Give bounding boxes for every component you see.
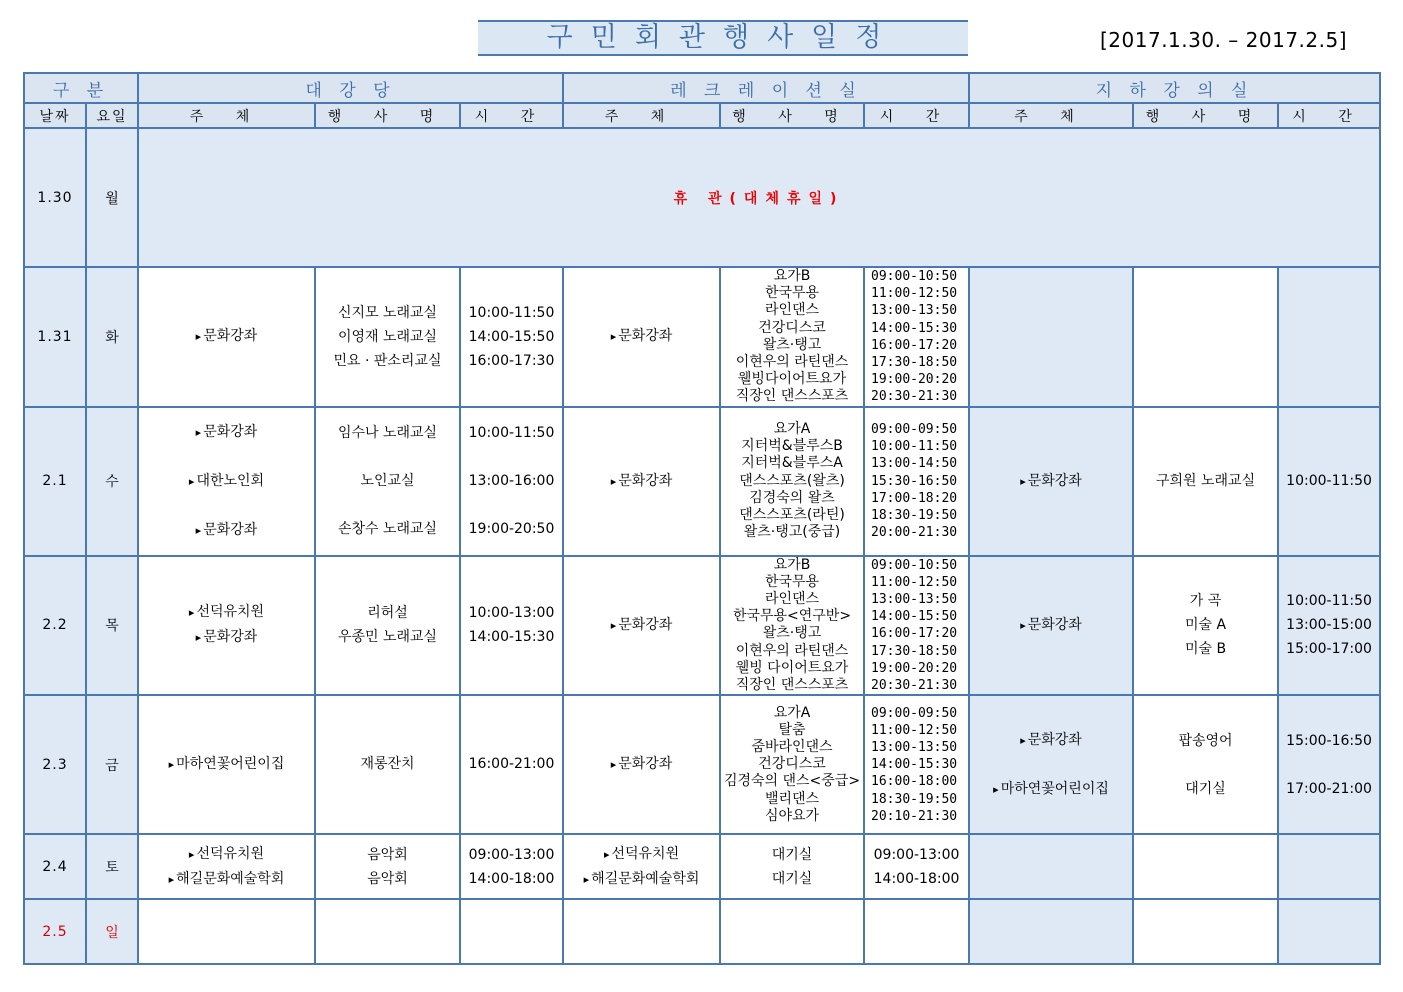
hall-host-cell (138, 899, 315, 964)
entry-line: 대기실 (771, 846, 813, 863)
entry-line: 14:00-15:30 (468, 629, 555, 646)
header-rec-host: 주 체 (563, 103, 720, 128)
entry-line: 16:00-17:20 (871, 337, 958, 353)
entry-line: 10:00-11:50 (871, 439, 958, 455)
rec-time-cell (864, 834, 969, 899)
base-host-cell (969, 407, 1133, 556)
entry-line: 왈츠·탱고 (762, 625, 822, 642)
host-line: ▸ 문화강좌 (564, 328, 719, 345)
entry-line: 손창수 노래교실 (337, 521, 438, 538)
entry-line: 직장인 댄스스포츠 (735, 388, 849, 405)
host-line: ▸ 문화강좌 (970, 617, 1132, 634)
table-row (24, 407, 1380, 556)
row-weekday: 수 (86, 407, 138, 556)
entry-line: 10:00-11:50 (1286, 472, 1372, 489)
header-hall: 대 강 당 (138, 73, 563, 103)
header-hall-host: 주 체 (138, 103, 315, 128)
host-line: ▸ 문화강좌 (970, 473, 1132, 490)
entry-line: 09:00-10:50 (871, 269, 958, 284)
header-weekday: 요일 (86, 103, 138, 128)
entry-line: 신지모 노래교실 (337, 304, 438, 321)
row-weekday: 화 (86, 267, 138, 407)
entry-line: 10:00-11:50 (1286, 593, 1372, 610)
entry-line: 13:00-13:50 (871, 592, 958, 608)
entry-line: 지터벅&블루스B (741, 438, 843, 455)
entry-line: 팝송영어 (1178, 732, 1233, 749)
entry-line: 미술 A (1184, 617, 1227, 634)
hall-event-cell (315, 267, 460, 407)
entry-line: 17:30-18:50 (871, 643, 958, 659)
rec-event-cell (720, 834, 864, 899)
header-rec-time: 시 간 (864, 103, 969, 128)
entry-line: 줌바라인댄스 (751, 738, 833, 755)
hall-time-cell (460, 407, 563, 556)
entry-line: 18:30-19:50 (871, 791, 958, 807)
entry-line: 09:00-10:50 (871, 557, 958, 573)
base-time-cell (1278, 695, 1380, 834)
row-date: 2.5 (24, 899, 86, 964)
entry-line: 지터벅&블루스A (741, 455, 843, 472)
entry-line: 밸리댄스 (764, 790, 820, 807)
entry-line: 한국무용 (764, 285, 820, 302)
hall-event-cell (315, 899, 460, 964)
entry-line: 09:00-13:00 (873, 846, 960, 863)
host-line: ▸ 해길문화예술학회 (139, 867, 314, 892)
row-date: 2.4 (24, 834, 86, 899)
entry-line: 15:00-17:00 (1286, 641, 1372, 658)
hall-event-cell (315, 407, 460, 556)
header-base-time: 시 간 (1278, 103, 1380, 128)
header-base-event: 행 사 명 (1133, 103, 1278, 128)
entry-line: 요가A (773, 704, 811, 721)
entry-line: 13:00-16:00 (468, 473, 555, 490)
host-line: ▸ 마하연꽃어린이집 (970, 765, 1132, 814)
hall-host-cell (138, 267, 315, 407)
entry-line: 심야요가 (764, 807, 820, 824)
entry-line: 14:00-15:30 (871, 757, 958, 773)
entry-line: 대기실 (771, 870, 813, 887)
rec-host-cell (563, 407, 720, 556)
host-line: ▸ 문화강좌 (139, 328, 314, 345)
rec-event-cell (720, 899, 864, 964)
base-event-cell (1133, 695, 1278, 834)
host-line: ▸ 대한노인회 (139, 457, 314, 506)
host-line: ▸ 문화강좌 (139, 625, 314, 650)
header-base-host: 주 체 (969, 103, 1133, 128)
host-line: ▸ 문화강좌 (970, 716, 1132, 765)
entry-line: 16:00-17:30 (468, 352, 555, 369)
rec-host-cell (563, 899, 720, 964)
base-host-cell (969, 695, 1133, 834)
entry-line: 웰빙다이어트요가 (737, 371, 847, 388)
entry-line: 구희원 노래교실 (1155, 472, 1256, 489)
base-time-cell (1278, 267, 1380, 407)
entry-line: 건강디스코 (758, 319, 826, 336)
entry-line: 17:00-18:20 (871, 490, 958, 506)
date-range: [2017.1.30. – 2017.2.5] (1100, 28, 1348, 52)
entry-line: 17:00-21:00 (1286, 780, 1372, 797)
header-hall-event: 행 사 명 (315, 103, 460, 128)
entry-line: 19:00-20:20 (871, 660, 958, 676)
entry-line: 댄스스포츠(왈츠) (739, 472, 845, 489)
header-group: 구 분 (24, 73, 138, 103)
entry-line: 11:00-12:50 (871, 286, 958, 302)
entry-line: 20:10-21:30 (871, 808, 958, 824)
hall-event-cell (315, 556, 460, 696)
entry-line: 요가B (773, 268, 811, 284)
header-row-groups (24, 73, 1380, 103)
entry-line: 음악회 (367, 870, 408, 887)
closed-notice: 휴 관(대체휴일) (138, 128, 1380, 267)
rec-host-cell (563, 556, 720, 696)
rec-event-cell (720, 407, 864, 556)
host-line: ▸ 문화강좌 (564, 756, 719, 773)
entry-line: 노인교실 (360, 473, 415, 490)
entry-line: 10:00-11:50 (468, 304, 555, 321)
header-rec-event: 행 사 명 (720, 103, 864, 128)
entry-line: 11:00-12:50 (871, 722, 958, 738)
row-date: 2.1 (24, 407, 86, 556)
entry-line: 건강디스코 (758, 756, 826, 773)
entry-line: 웰빙 다이어트요가 (735, 659, 849, 676)
table-row (24, 899, 1380, 964)
base-host-cell (969, 267, 1133, 407)
base-host-cell (969, 899, 1133, 964)
entry-line: 김경숙의 댄스<중급> (723, 773, 861, 790)
base-host-cell (969, 834, 1133, 899)
base-event-cell (1133, 556, 1278, 696)
base-event-cell (1133, 267, 1278, 407)
row-weekday: 월 (86, 128, 138, 267)
host-line: ▸ 문화강좌 (564, 617, 719, 634)
table-row (24, 128, 1380, 267)
rec-host-cell (563, 267, 720, 407)
entry-line: 왈츠·탱고(중급) (743, 524, 841, 541)
entry-line: 가 곡 (1189, 593, 1222, 610)
entry-line: 11:00-12:50 (871, 574, 958, 590)
hall-time-cell (460, 556, 563, 696)
rec-time-cell (864, 407, 969, 556)
rec-time-cell (864, 899, 969, 964)
host-line: ▸ 마하연꽃어린이집 (139, 756, 314, 773)
header-date: 날짜 (24, 103, 86, 128)
entry-line: 요가B (773, 556, 811, 573)
hall-time-cell (460, 834, 563, 899)
header-basement: 지 하 강 의 실 (969, 73, 1380, 103)
entry-line: 14:00-15:50 (468, 328, 555, 345)
table-row (24, 695, 1380, 834)
entry-line: 이현우의 라틴댄스 (735, 354, 849, 371)
entry-line: 09:00-13:00 (468, 846, 555, 863)
entry-line: 18:30-19:50 (871, 507, 958, 523)
entry-line: 한국무용<연구반> (732, 608, 852, 625)
row-weekday: 목 (86, 556, 138, 696)
host-line: ▸ 선덕유치원 (564, 842, 719, 867)
entry-line: 음악회 (367, 846, 408, 863)
host-line: ▸ 선덕유치원 (139, 842, 314, 867)
entry-line: 13:00-13:50 (871, 739, 958, 755)
row-date: 2.2 (24, 556, 86, 696)
entry-line: 15:30-16:50 (871, 473, 958, 489)
row-date: 1.30 (24, 128, 86, 267)
base-time-cell (1278, 556, 1380, 696)
entry-line: 미술 B (1184, 641, 1227, 658)
hall-host-cell (138, 834, 315, 899)
entry-line: 14:00-18:00 (468, 870, 555, 887)
entry-line: 임수나 노래교실 (337, 425, 438, 442)
entry-line: 14:00-15:30 (871, 320, 958, 336)
entry-line: 탈춤 (778, 721, 806, 738)
entry-line: 19:00-20:50 (468, 521, 555, 538)
entry-line: 민요 · 판소리교실 (333, 352, 442, 369)
base-time-cell (1278, 407, 1380, 556)
entry-line: 20:30-21:30 (871, 678, 958, 694)
entry-line: 요가A (773, 420, 811, 437)
entry-line: 16:00-17:20 (871, 626, 958, 642)
entry-line: 대기실 (1185, 780, 1226, 797)
page-title: 구민회관행사일정 (478, 20, 968, 56)
entry-line: 이현우의 라틴댄스 (735, 642, 849, 659)
entry-line: 20:00-21:30 (871, 525, 958, 541)
entry-line: 댄스스포츠(라틴) (739, 506, 845, 523)
host-line: ▸ 문화강좌 (139, 506, 314, 555)
rec-host-cell (563, 695, 720, 834)
entry-line: 09:00-09:50 (871, 705, 958, 721)
rec-event-cell (720, 267, 864, 407)
rec-time-cell (864, 695, 969, 834)
row-weekday: 금 (86, 695, 138, 834)
rec-event-cell (720, 556, 864, 696)
rec-event-cell (720, 695, 864, 834)
schedule-table (23, 72, 1381, 965)
entry-line: 16:00-18:00 (871, 774, 958, 790)
entry-line: 20:30-21:30 (871, 389, 958, 405)
hall-time-cell (460, 899, 563, 964)
header-row-columns (24, 103, 1380, 128)
table-row (24, 834, 1380, 899)
hall-event-cell (315, 695, 460, 834)
entry-line: 15:00-16:50 (1286, 732, 1372, 749)
hall-host-cell (138, 407, 315, 556)
row-weekday: 토 (86, 834, 138, 899)
base-time-cell (1278, 834, 1380, 899)
base-event-cell (1133, 407, 1278, 556)
host-line: ▸ 문화강좌 (139, 408, 314, 457)
entry-line: 16:00-21:00 (468, 756, 555, 773)
base-event-cell (1133, 834, 1278, 899)
entry-line: 라인댄스 (764, 302, 820, 319)
entry-line: 09:00-09:50 (871, 421, 958, 437)
entry-line: 10:00-13:00 (468, 605, 555, 622)
entry-line: 13:00-13:50 (871, 303, 958, 319)
entry-line: 왈츠·탱고 (762, 336, 822, 353)
host-line: ▸ 문화강좌 (564, 473, 719, 490)
rec-time-cell (864, 267, 969, 407)
base-host-cell (969, 556, 1133, 696)
base-time-cell (1278, 899, 1380, 964)
entry-line: 재롱잔치 (360, 756, 415, 773)
table-row (24, 556, 1380, 696)
row-date: 2.3 (24, 695, 86, 834)
entry-line: 14:00-18:00 (873, 870, 960, 887)
entry-line: 13:00-15:00 (1286, 617, 1372, 634)
entry-line: 김경숙의 왈츠 (749, 489, 835, 506)
hall-time-cell (460, 267, 563, 407)
entry-line: 라인댄스 (764, 591, 820, 608)
entry-line: 14:00-15:50 (871, 609, 958, 625)
entry-line: 우종민 노래교실 (337, 629, 438, 646)
rec-host-cell (563, 834, 720, 899)
entry-line: 직장인 댄스스포츠 (735, 677, 849, 694)
base-event-cell (1133, 899, 1278, 964)
rec-time-cell (864, 556, 969, 696)
entry-line: 리허설 (367, 605, 408, 622)
entry-line: 13:00-14:50 (871, 456, 958, 472)
table-row (24, 267, 1380, 407)
row-weekday: 일 (86, 899, 138, 964)
host-line: ▸ 선덕유치원 (139, 600, 314, 625)
row-date: 1.31 (24, 267, 86, 407)
entry-line: 한국무용 (764, 573, 820, 590)
header-rec-room: 레 크 레 이 션 실 (563, 73, 969, 103)
hall-event-cell (315, 834, 460, 899)
hall-host-cell (138, 695, 315, 834)
entry-line: 이영재 노래교실 (337, 328, 438, 345)
hall-time-cell (460, 695, 563, 834)
entry-line: 17:30-18:50 (871, 355, 958, 371)
header-hall-time: 시 간 (460, 103, 563, 128)
hall-host-cell (138, 556, 315, 696)
entry-line: 19:00-20:20 (871, 372, 958, 388)
entry-line: 10:00-11:50 (468, 425, 555, 442)
host-line: ▸ 해길문화예술학회 (564, 867, 719, 892)
